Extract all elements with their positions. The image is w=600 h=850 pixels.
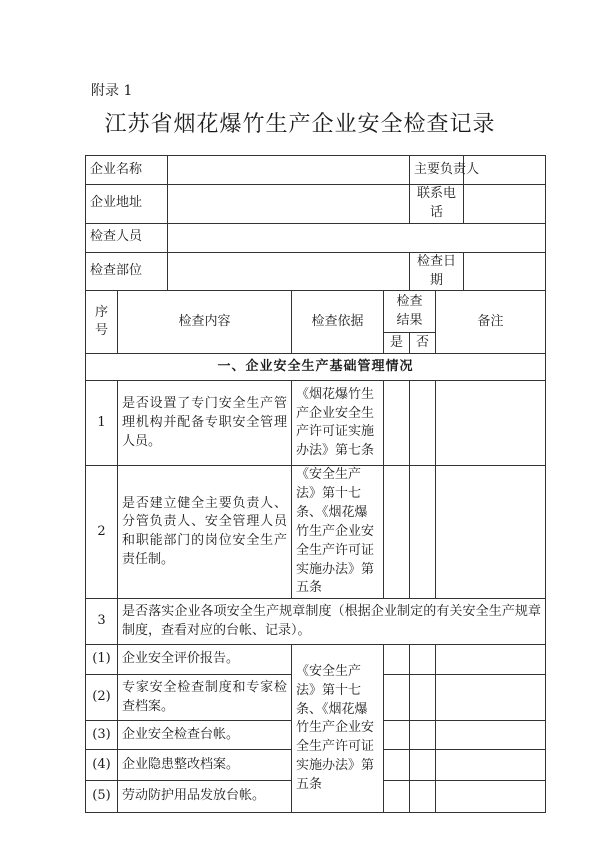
- yes-cell[interactable]: [384, 675, 410, 721]
- row-seq: (5): [86, 781, 118, 813]
- row-seq: 2: [86, 466, 118, 599]
- remarks-cell[interactable]: [436, 675, 546, 721]
- yes-cell[interactable]: [384, 721, 410, 750]
- yes-cell[interactable]: [384, 381, 410, 466]
- company-name-label: 企业名称: [86, 156, 168, 185]
- info-row: [86, 252, 546, 291]
- yes-cell[interactable]: [384, 750, 410, 781]
- section-row: [86, 354, 546, 381]
- row-content: 是否设置了专门安全生产管理机构并配备专职安全管理人员。: [118, 381, 292, 466]
- phone-field[interactable]: [464, 185, 546, 224]
- header-basis: 检查依据: [292, 291, 384, 354]
- header-remarks: 备注: [436, 291, 546, 354]
- inspectors-field[interactable]: [168, 223, 546, 252]
- table-row: [86, 381, 546, 466]
- remarks-cell[interactable]: [436, 750, 546, 781]
- row-seq: (1): [86, 645, 118, 675]
- remarks-cell[interactable]: [436, 645, 546, 675]
- remarks-cell[interactable]: [436, 721, 546, 750]
- address-field[interactable]: [168, 185, 410, 224]
- row-seq: (2): [86, 675, 118, 721]
- table-row: [86, 645, 546, 675]
- yes-cell[interactable]: [384, 781, 410, 813]
- header-yes: 是: [384, 333, 410, 354]
- no-cell[interactable]: [410, 645, 436, 675]
- row-seq: 1: [86, 381, 118, 466]
- location-field[interactable]: [168, 252, 410, 291]
- row-content: 劳动防护用品发放台帐。: [118, 781, 292, 813]
- info-row: [86, 185, 546, 224]
- info-row: [86, 223, 546, 252]
- date-field[interactable]: [464, 252, 546, 291]
- remarks-cell[interactable]: [436, 381, 546, 466]
- yes-cell[interactable]: [384, 645, 410, 675]
- row-content: 专家安全检查制度和专家检查档案。: [118, 675, 292, 721]
- inspection-record-table: [85, 155, 546, 813]
- row-seq: 3: [86, 599, 118, 645]
- row-content: 企业隐患整改档案。: [118, 750, 292, 781]
- phone-label: 联系电话: [410, 185, 464, 224]
- row-content: 是否建立健全主要负责人、分管负责人、安全管理人员和职能部门的岗位安全生产责任制。: [118, 466, 292, 599]
- column-header-row: [86, 291, 546, 333]
- table-row: [86, 466, 546, 599]
- address-label: 企业地址: [86, 185, 168, 224]
- inspectors-label: 检查人员: [86, 223, 168, 252]
- appendix-label: 附录 1: [91, 83, 133, 99]
- document-title: 江苏省烟花爆竹生产企业安全检查记录: [104, 112, 496, 137]
- header-no: 否: [410, 333, 436, 354]
- section-title: 一、企业安全生产基础管理情况: [86, 354, 546, 381]
- no-cell[interactable]: [410, 466, 436, 599]
- row-basis: 《烟花爆竹生产企业安全生产许可证实施办法》第七条: [292, 381, 384, 466]
- header-seq: 序号: [86, 291, 118, 354]
- yes-cell[interactable]: [384, 466, 410, 599]
- company-name-field[interactable]: [168, 156, 410, 185]
- row-basis: 《安全生产法》第十七条、《烟花爆竹生产企业安全生产许可证实施办法》第五条: [292, 645, 384, 813]
- header-result: 检查结果: [384, 291, 436, 333]
- principal-label: 主要负责人: [410, 156, 464, 185]
- no-cell[interactable]: [410, 675, 436, 721]
- row-content: 企业安全检查台帐。: [118, 721, 292, 750]
- no-cell[interactable]: [410, 381, 436, 466]
- info-row: [86, 156, 546, 185]
- no-cell[interactable]: [410, 781, 436, 813]
- row-seq: (4): [86, 750, 118, 781]
- no-cell[interactable]: [410, 750, 436, 781]
- no-cell[interactable]: [410, 721, 436, 750]
- remarks-cell[interactable]: [436, 466, 546, 599]
- remarks-cell[interactable]: [436, 781, 546, 813]
- table-row: [86, 599, 546, 645]
- header-content: 检查内容: [118, 291, 292, 354]
- row-content: 是否落实企业各项安全生产规章制度（根据企业制定的有关安全生产规章制度，查看对应的台帐、记录）。: [118, 599, 546, 645]
- date-label: 检查日期: [410, 252, 464, 291]
- row-basis: 《安全生产法》第十七条、《烟花爆竹生产企业安全生产许可证实施办法》第五条: [292, 466, 384, 599]
- location-label: 检查部位: [86, 252, 168, 291]
- row-seq: (3): [86, 721, 118, 750]
- row-content: 企业安全评价报告。: [118, 645, 292, 675]
